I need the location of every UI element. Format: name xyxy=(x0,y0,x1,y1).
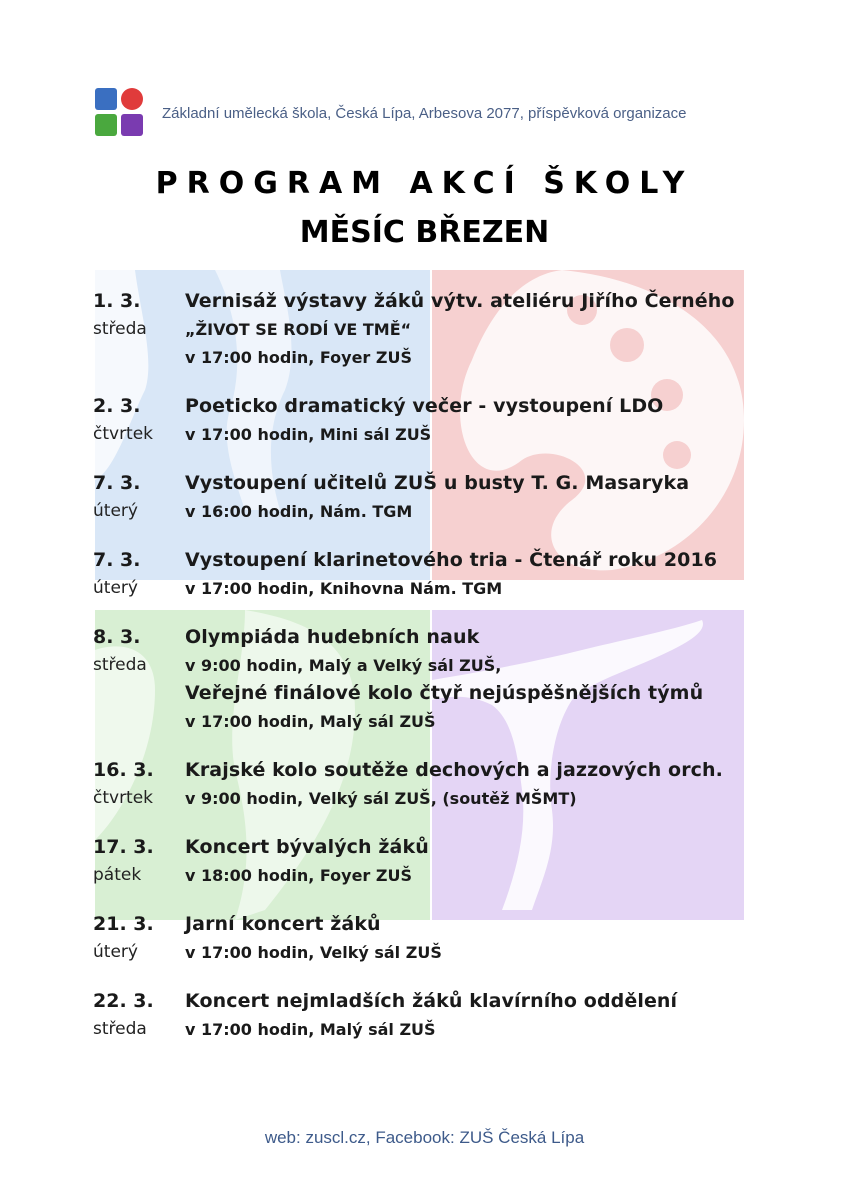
event-item xyxy=(93,470,773,526)
event-day: čtvrtek xyxy=(93,424,154,444)
event-day: pátek xyxy=(93,865,142,885)
event-date: 21. 3. xyxy=(93,913,154,935)
event-date: 8. 3. xyxy=(93,626,141,648)
school-logo xyxy=(95,88,147,138)
event-detail: v 16:00 hodin, Nám. TGM xyxy=(185,502,413,521)
event-detail: v 17:00 hodin, Mini sál ZUŠ xyxy=(185,425,432,444)
event-item xyxy=(93,757,773,813)
event-title: Poeticko dramatický večer - vystoupení LDO xyxy=(185,395,664,417)
event-date: 1. 3. xyxy=(93,290,141,312)
event-item xyxy=(93,547,773,603)
event-date: 7. 3. xyxy=(93,472,141,494)
event-day: středa xyxy=(93,1019,147,1039)
event-item xyxy=(93,288,773,372)
event-title: Olympiáda hudebních nauk xyxy=(185,626,480,648)
event-item xyxy=(93,834,773,890)
event-detail: v 17:00 hodin, Velký sál ZUŠ xyxy=(185,943,442,962)
event-item xyxy=(93,393,773,449)
event-date: 16. 3. xyxy=(93,759,154,781)
event-detail: v 17:00 hodin, Malý sál ZUŠ xyxy=(185,1020,436,1039)
school-name: Základní umělecká škola, Česká Lípa, Arbesova 2077, příspěvková organizace xyxy=(162,104,687,122)
event-title: Vystoupení klarinetového tria - Čtenář roku 2016 xyxy=(185,549,718,571)
page-header xyxy=(95,88,686,138)
event-title: Vystoupení učitelů ZUŠ u busty T. G. Masaryka xyxy=(185,472,690,494)
event-list xyxy=(93,288,773,1044)
event-title: Jarní koncert žáků xyxy=(185,913,381,935)
event-date: 17. 3. xyxy=(93,836,154,858)
footer-links: web: zuscl.cz, Facebook: ZUŠ Česká Lípa xyxy=(264,1128,585,1147)
event-title: Vernisáž výstavy žáků výtv. ateliéru Jiřího Černého xyxy=(185,290,735,312)
event-item xyxy=(93,988,773,1044)
event-title: Koncert bývalých žáků xyxy=(185,836,429,858)
event-detail: v 17:00 hodin, Foyer ZUŠ xyxy=(185,348,412,367)
event-day: úterý xyxy=(93,942,138,962)
page-subtitle: MĚSÍC BŘEZEN xyxy=(299,215,550,250)
event-day: středa xyxy=(93,655,147,675)
event-title: Krajské kolo soutěže dechových a jazzových orch. xyxy=(185,759,723,781)
event-detail: v 17:00 hodin, Knihovna Nám. TGM xyxy=(185,579,503,598)
event-item xyxy=(93,624,773,736)
event-date: 2. 3. xyxy=(93,395,141,417)
event-detail-secondary: v 17:00 hodin, Malý sál ZUŠ xyxy=(185,712,436,731)
event-item xyxy=(93,911,773,967)
event-day: úterý xyxy=(93,501,138,521)
event-subtitle: „ŽIVOT SE RODÍ VE TMĚ“ xyxy=(185,320,412,339)
event-title-secondary: Veřejné finálové kolo čtyř nejúspěšnějších týmů xyxy=(185,682,704,704)
event-date: 7. 3. xyxy=(93,549,141,571)
event-detail: v 9:00 hodin, Velký sál ZUŠ, (soutěž MŠMT) xyxy=(185,789,577,808)
page-title: PROGRAM AKCÍ ŠKOLY xyxy=(155,166,694,201)
event-detail: v 18:00 hodin, Foyer ZUŠ xyxy=(185,866,412,885)
event-day: středa xyxy=(93,319,147,339)
event-date: 22. 3. xyxy=(93,990,154,1012)
event-title: Koncert nejmladších žáků klavírního oddělení xyxy=(185,990,678,1012)
event-day: úterý xyxy=(93,578,138,598)
event-day: čtvrtek xyxy=(93,788,154,808)
event-detail: v 9:00 hodin, Malý a Velký sál ZUŠ, xyxy=(185,656,502,675)
